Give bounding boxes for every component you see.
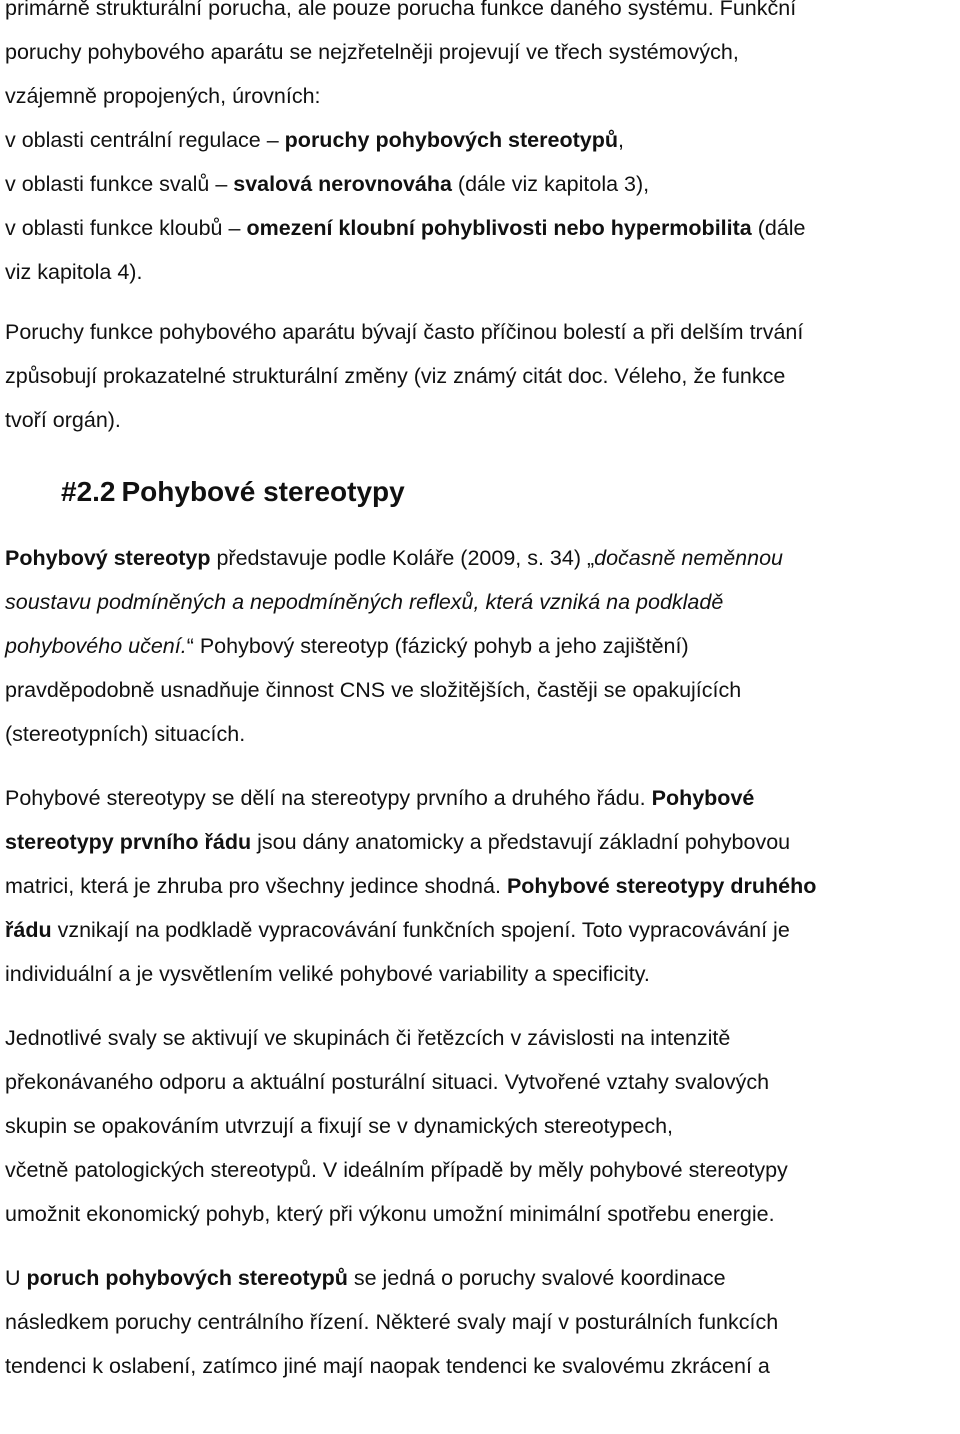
list-item-muscle-function bbox=[5, 162, 957, 206]
text-line bbox=[5, 30, 957, 74]
list-item-central-regulation bbox=[5, 118, 957, 162]
paragraph-stereotype-disorders bbox=[5, 1256, 957, 1388]
text-line bbox=[5, 398, 957, 442]
text-line bbox=[5, 580, 957, 624]
text-span: včetně patologických stereotypů. V ideálním případě by měly pohybové stereotypy bbox=[5, 1158, 788, 1182]
paragraph-muscle-chains bbox=[5, 1016, 957, 1236]
text-span: , bbox=[617, 128, 624, 152]
text-span: tendenci k oslabení, zatímco jiné mají naopak tendenci ke svalovému zkrácení a bbox=[5, 1354, 770, 1378]
text-line bbox=[5, 952, 957, 996]
text-span: jsou dány anatomicky a představují základní pohybovou bbox=[251, 830, 791, 854]
text-span: skupin se opakováním utvrzují a fixují se v dynamických stereotypech, bbox=[5, 1114, 674, 1138]
bold-term: Pohybové bbox=[651, 786, 755, 810]
text-span: primárně strukturální porucha, ale pouze porucha funkce daného systému. Funkční bbox=[5, 0, 797, 20]
section-heading bbox=[5, 470, 957, 514]
bold-term: Pohybové stereotypy druhého bbox=[506, 874, 817, 898]
bold-term: poruch pohybových stereotypů bbox=[26, 1266, 348, 1290]
text-span: v oblasti funkce svalů – bbox=[5, 172, 234, 196]
bold-term: omezení kloubní pohyblivosti nebo hypermobilita bbox=[246, 216, 752, 240]
text-span: v oblasti centrální regulace – bbox=[5, 128, 285, 152]
text-line bbox=[5, 668, 957, 712]
text-line bbox=[5, 1060, 957, 1104]
text-line bbox=[5, 536, 957, 580]
text-line bbox=[5, 712, 957, 756]
text-span: tvoří orgán). bbox=[5, 408, 121, 432]
text-span: pravděpodobně usnadňuje činnost CNS ve složitějších, častěji se opakujících bbox=[5, 678, 742, 702]
bold-term: svalová nerovnováha bbox=[233, 172, 452, 196]
text-line bbox=[5, 1344, 957, 1388]
list-item-joint-function bbox=[5, 206, 957, 250]
bold-term: stereotypy prvního řádu bbox=[5, 830, 252, 854]
paragraph-pain-causes bbox=[5, 310, 957, 442]
text-line bbox=[5, 1148, 957, 1192]
text-span: U bbox=[5, 1266, 27, 1290]
paragraph-stereotype-definition bbox=[5, 536, 957, 756]
italic-quote: pohybového učení. bbox=[5, 634, 187, 658]
text-line bbox=[5, 864, 957, 908]
text-span: vzájemně propojených, úrovních: bbox=[5, 84, 321, 108]
text-line bbox=[5, 820, 957, 864]
paragraph-stereotype-orders bbox=[5, 776, 957, 996]
text-line bbox=[5, 1016, 957, 1060]
text-span: následkem poruchy centrálního řízení. Některé svaly mají v posturálních funkcích bbox=[5, 1310, 779, 1334]
document-page bbox=[5, 0, 957, 1388]
text-line bbox=[5, 250, 957, 294]
italic-quote: dočasně neměnnou bbox=[594, 546, 784, 570]
text-line bbox=[5, 1300, 957, 1344]
text-line bbox=[5, 1256, 957, 1300]
bold-term: řádu bbox=[5, 918, 52, 942]
paragraph-functional-disorders bbox=[5, 0, 957, 294]
italic-quote: soustavu podmíněných a nepodmíněných reflexů, která vzniká na podkladě bbox=[5, 590, 724, 614]
text-line bbox=[5, 74, 957, 118]
section-number: #2.2 bbox=[61, 476, 116, 507]
text-line bbox=[5, 624, 957, 668]
text-span: viz kapitola 4). bbox=[5, 260, 143, 284]
text-line bbox=[5, 908, 957, 952]
text-line bbox=[5, 310, 957, 354]
text-span: (dále viz kapitola 3), bbox=[451, 172, 650, 196]
text-span: (stereotypních) situacích. bbox=[5, 722, 246, 746]
text-span: (dále bbox=[751, 216, 806, 240]
text-span: Pohybové stereotypy se dělí na stereotypy prvního a druhého řádu. bbox=[5, 786, 652, 810]
text-span: Jednotlivé svaly se aktivují ve skupinách či řetězcích v závislosti na intenzitě bbox=[5, 1026, 731, 1050]
text-line bbox=[5, 0, 957, 30]
section-title: Pohybové stereotypy bbox=[121, 476, 405, 507]
text-span: poruchy pohybového aparátu se nejzřetelněji projevují ve třech systémových, bbox=[5, 40, 739, 64]
text-line bbox=[5, 354, 957, 398]
text-span: způsobují prokazatelné strukturální změny (viz známý citát doc. Véleho, že funkce bbox=[5, 364, 786, 388]
text-span: “ Pohybový stereotyp (fázický pohyb a jeho zajištění) bbox=[186, 634, 689, 658]
text-span: překonávaného odporu a aktuální posturální situaci. Vytvořené vztahy svalových bbox=[5, 1070, 770, 1094]
text-span: individuální a je vysvětlením veliké pohybové variability a specificity. bbox=[5, 962, 650, 986]
text-span: představuje podle Koláře (2009, s. 34) „ bbox=[210, 546, 595, 570]
bold-term: poruchy pohybových stereotypů bbox=[284, 128, 618, 152]
text-span: vznikají na podkladě vypracovávání funkčních spojení. Toto vypracovávání je bbox=[51, 918, 790, 942]
text-span: umožnit ekonomický pohyb, který při výkonu umožní minimální spotřebu energie. bbox=[5, 1202, 775, 1226]
bold-term: Pohybový stereotyp bbox=[5, 546, 211, 570]
text-line bbox=[5, 776, 957, 820]
text-span: Poruchy funkce pohybového aparátu bývají často příčinou bolestí a při delším trvání bbox=[5, 320, 804, 344]
text-span: se jedná o poruchy svalové koordinace bbox=[347, 1266, 726, 1290]
text-span: matrici, která je zhruba pro všechny jedince shodná. bbox=[5, 874, 507, 898]
text-line bbox=[5, 1192, 957, 1236]
text-line bbox=[5, 1104, 957, 1148]
text-span: v oblasti funkce kloubů – bbox=[5, 216, 247, 240]
